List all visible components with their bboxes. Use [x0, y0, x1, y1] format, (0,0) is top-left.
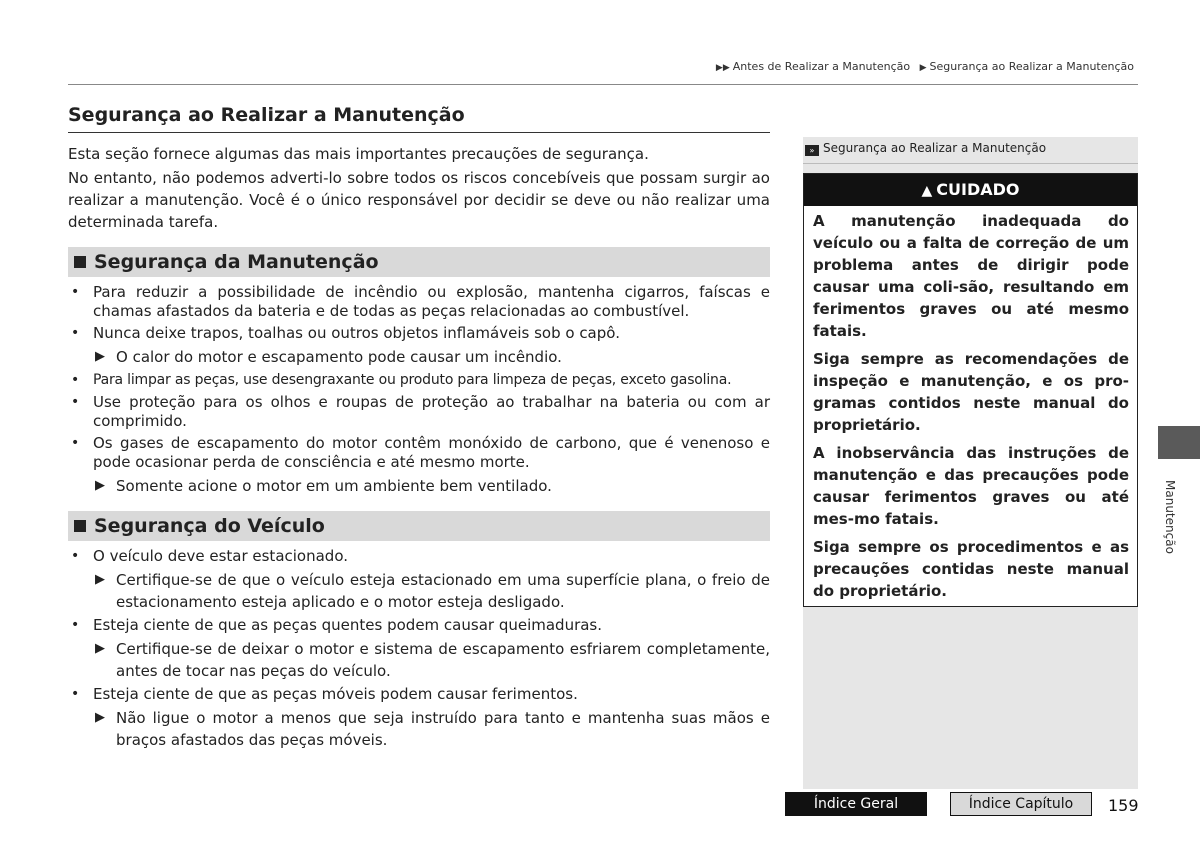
- triangle-right-icon: ▶: [95, 641, 105, 656]
- page-title: Segurança ao Realizar a Manutenção: [68, 104, 770, 133]
- chapter-index-button[interactable]: Índice Capítulo: [950, 792, 1092, 816]
- header-divider: [68, 84, 1138, 85]
- list-item: • Para reduzir a possibilidade de incêndio ou explosão, mantenha cigarros, faíscas e chamas afastados da bateria e de todas as peças relacionadas ao combustível.: [71, 283, 770, 320]
- sub-item: ▶ Não ligue o motor a menos que seja instruído para tanto e mantenha suas mãos e braços afastados das peças móveis.: [95, 709, 770, 749]
- triangle-right-icon: ▶: [95, 572, 105, 587]
- section-heading-label: Segurança da Manutenção: [94, 251, 379, 273]
- sub-item: ▶ Certifique-se de deixar o motor e sistema de escapamento esfriarem completamente, antes de tocar nas peças do veículo.: [95, 640, 770, 680]
- list-item: • Nunca deixe trapos, toalhas ou outros objetos inflamáveis sob o capô.: [71, 324, 620, 342]
- chapter-tab-marker[interactable]: [1158, 426, 1200, 459]
- square-icon: [74, 520, 86, 532]
- warning-triangle-icon: ▲: [921, 183, 933, 199]
- caution-paragraph: A inobservância das instruções de manutenção e das precauções pode causar ferimentos graves ou até mes-mo fatais.: [813, 444, 1129, 528]
- bullet-icon: •: [71, 325, 80, 341]
- triangle-right-icon: ▶: [95, 710, 105, 725]
- caution-paragraph: Siga sempre as recomendações de inspeção e manutenção, e os pro-gramas contidos neste manual do proprietário.: [813, 350, 1129, 434]
- sub-item: ▶ Somente acione o motor em um ambiente bem ventilado.: [95, 477, 552, 495]
- section-heading-maintenance-safety: [68, 247, 770, 277]
- list-item: • Para limpar as peças, use desengraxante ou produto para limpeza de peças, exceto gasolina.: [71, 372, 732, 388]
- triangle-right-icon: ▶: [95, 478, 105, 493]
- list-item: • Os gases de escapamento do motor contêm monóxido de carbono, que é venenoso e pode ocasionar perda de consciência e até mesmo morte.: [71, 434, 770, 471]
- general-index-button[interactable]: Índice Geral: [785, 792, 927, 816]
- breadcrumb: [716, 60, 1134, 73]
- list-item: • O veículo deve estar estacionado.: [71, 547, 348, 565]
- square-icon: [74, 256, 86, 268]
- intro-paragraph: Esta seção fornece algumas das mais importantes precauções de segurança.: [68, 145, 649, 163]
- bullet-icon: •: [71, 394, 80, 410]
- caution-body: [804, 206, 1137, 606]
- bullet-icon: •: [71, 548, 80, 564]
- sub-item: ▶ Certifique-se de que o veículo esteja estacionado em uma superfície plana, o freio de estacionamento esteja aplicado e o motor esteja desligado.: [95, 571, 770, 611]
- sidebar-notes: [803, 137, 1138, 789]
- sub-item: ▶ O calor do motor e escapamento pode causar um incêndio.: [95, 348, 562, 366]
- caution-paragraph: Siga sempre os procedimentos e as precauções contidas neste manual do proprietário.: [813, 538, 1129, 600]
- double-chevron-icon: »: [805, 145, 819, 156]
- bullet-icon: •: [71, 435, 80, 451]
- main-content: [68, 104, 770, 754]
- list-item: • Esteja ciente de que as peças quentes podem causar queimaduras.: [71, 616, 603, 634]
- bullet-icon: •: [71, 686, 80, 702]
- bullet-icon: •: [71, 372, 80, 388]
- bullet-icon: •: [71, 284, 80, 300]
- double-triangle-right-icon: ▶▶: [715, 63, 730, 73]
- page-number: 159: [1108, 796, 1139, 815]
- sidebar-heading-label: Segurança ao Realizar a Manutenção: [823, 141, 1047, 155]
- triangle-right-icon: ▶: [919, 63, 927, 73]
- caution-label: CUIDADO: [936, 180, 1020, 199]
- breadcrumb-item[interactable]: Segurança ao Realizar a Manutenção: [929, 60, 1134, 73]
- caution-paragraph: A manutenção inadequada do veículo ou a falta de correção de um problema antes de dirigir pode causar uma coli-são, resultando em ferimentos graves ou até mesmo fatais.: [813, 212, 1129, 340]
- caution-header: [804, 174, 1137, 206]
- section-heading-vehicle-safety: [68, 511, 770, 541]
- bullet-icon: •: [71, 617, 80, 633]
- intro-paragraph: No entanto, não podemos adverti-lo sobre todos os riscos concebíveis que possam surgir ao realizar a manutenção. Você é o único responsável por decidir se deve ou não realizar uma determinada tarefa.: [68, 169, 770, 231]
- sidebar-heading[interactable]: [803, 137, 1138, 164]
- list-item: • Esteja ciente de que as peças móveis podem causar ferimentos.: [71, 685, 578, 703]
- section-heading-label: Segurança do Veículo: [94, 515, 325, 537]
- list-item: • Use proteção para os olhos e roupas de proteção ao trabalhar na bateria ou com ar comprimido.: [71, 393, 770, 430]
- chapter-tab-label[interactable]: Manutenção: [1163, 480, 1177, 554]
- breadcrumb-item[interactable]: Antes de Realizar a Manutenção: [732, 60, 911, 73]
- caution-box: [803, 173, 1138, 607]
- triangle-right-icon: ▶: [95, 349, 105, 364]
